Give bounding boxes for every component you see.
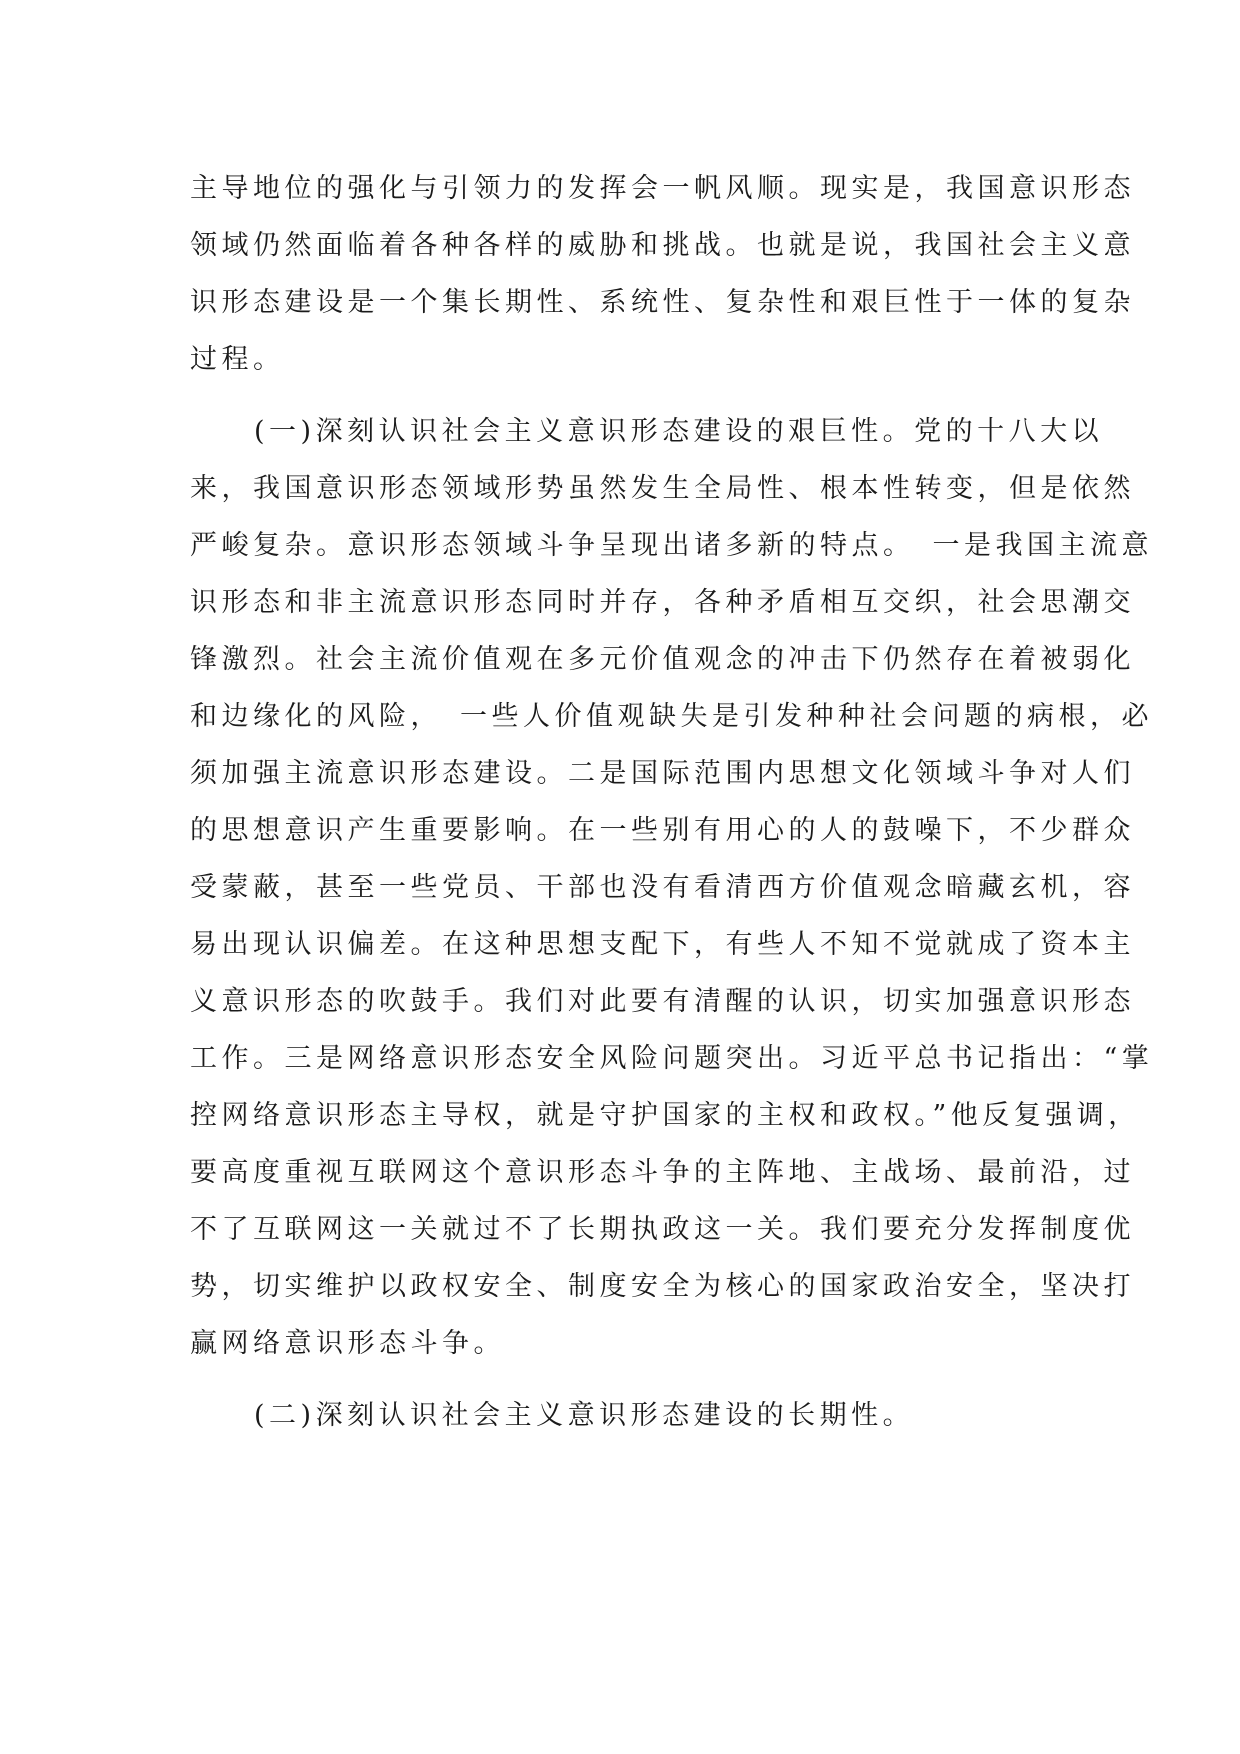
text-line: 受蒙蔽，甚至一些党员、干部也没有看清西方价值观念暗藏玄机，容: [190, 872, 1135, 903]
text-line: 控网络意识形态主导权，就是守护国家的主权和政权。”他反复强调，: [190, 1100, 1140, 1131]
section-heading-line: (二)深刻认识社会主义意识形态建设的长期性。: [254, 1400, 915, 1431]
text-line: 过程。: [190, 344, 285, 375]
text-line: 要高度重视互联网这个意识形态斗争的主阵地、主战场、最前沿，过: [190, 1157, 1135, 1188]
text-line: 主导地位的强化与引领力的发挥会一帆风顺。现实是，我国意识形态: [190, 173, 1135, 204]
text-line: 和边缘化的风险， 一些人价值观缺失是引发种种社会问题的病根，必: [190, 701, 1153, 732]
paragraph-intro-continuation: [190, 160, 1135, 388]
text-line: 的思想意识产生重要影响。在一些别有用心的人的鼓噪下，不少群众: [190, 815, 1135, 846]
text-line: 领域仍然面临着各种各样的威胁和挑战。也就是说，我国社会主义意: [190, 230, 1135, 261]
paragraph-section-two: [190, 1387, 1060, 1444]
text-line: 工作。三是网络意识形态安全风险问题突出。习近平总书记指出：“掌: [190, 1043, 1154, 1074]
text-line: 势，切实维护以政权安全、制度安全为核心的国家政治安全，坚决打: [190, 1271, 1135, 1302]
text-line: 锋激烈。社会主流价值观在多元价值观念的冲击下仍然存在着被弱化: [190, 644, 1135, 675]
text-line: 严峻复杂。意识形态领域斗争呈现出诸多新的特点。 一是我国主流意: [190, 530, 1153, 561]
text-line: 赢网络意识形态斗争。: [190, 1328, 505, 1359]
text-line: 识形态和非主流意识形态同时并存，各种矛盾相互交织，社会思潮交: [190, 587, 1135, 618]
text-line: 识形态建设是一个集长期性、系统性、复杂性和艰巨性于一体的复杂: [190, 287, 1135, 318]
text-line: 易出现认识偏差。在这种思想支配下，有些人不知不觉就成了资本主: [190, 929, 1135, 960]
text-line: 须加强主流意识形态建设。二是国际范围内思想文化领域斗争对人们: [190, 758, 1135, 789]
text-line: 不了互联网这一关就过不了长期执政这一关。我们要充分发挥制度优: [190, 1214, 1135, 1245]
paragraph-section-one: [190, 403, 1154, 1372]
document-body: [190, 160, 1154, 1444]
text-line: 来，我国意识形态领域形势虽然发生全局性、根本性转变，但是依然: [190, 473, 1135, 504]
text-line: 义意识形态的吹鼓手。我们对此要有清醒的认识，切实加强意识形态: [190, 986, 1135, 1017]
paragraph-spacer: [190, 1372, 1060, 1387]
section-heading-line: (一)深刻认识社会主义意识形态建设的艰巨性。党的十八大以: [254, 416, 1104, 447]
paragraph-spacer: [190, 388, 1060, 403]
